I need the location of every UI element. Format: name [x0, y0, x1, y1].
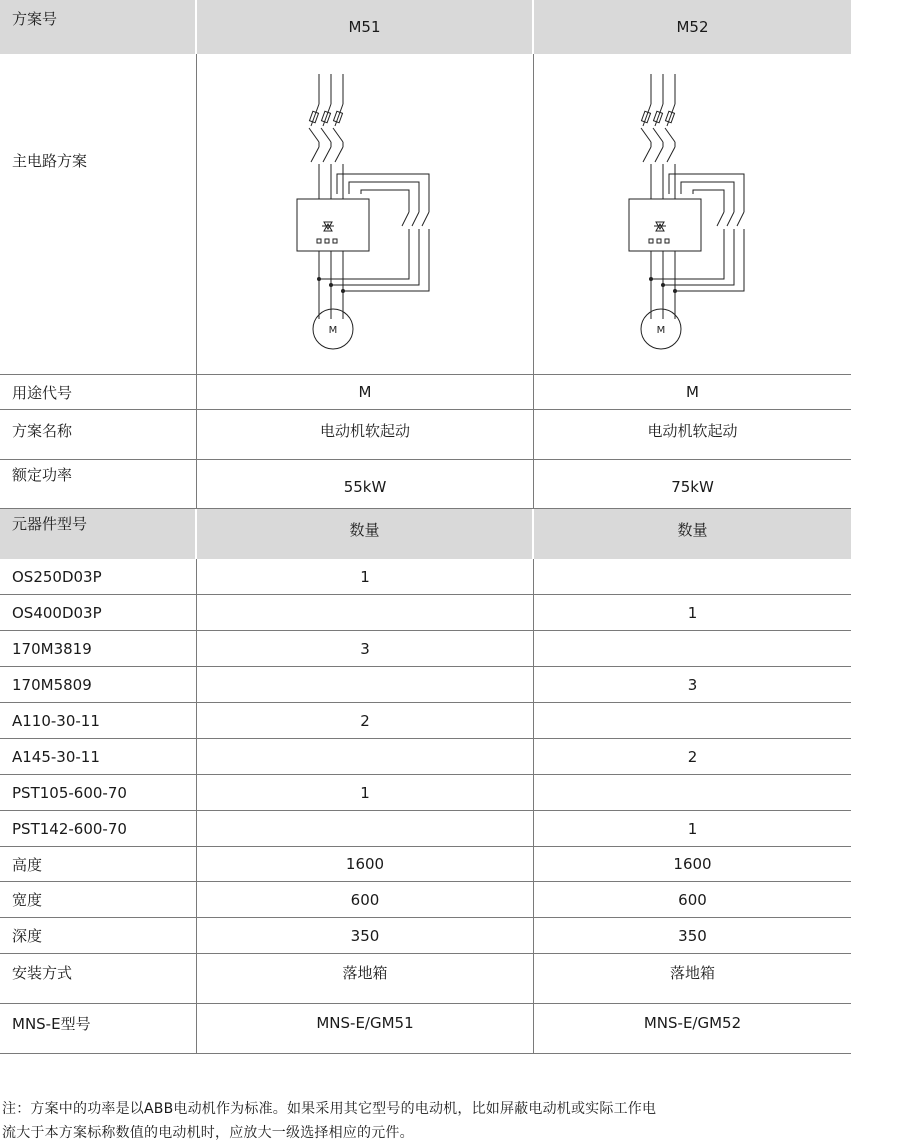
cell-a: 落地箱: [197, 954, 534, 1003]
qty-a: [197, 739, 534, 774]
qty-b: 3: [687, 675, 698, 694]
component-model: PST105-600-70: [0, 775, 197, 810]
cell-b: 1600: [673, 855, 712, 873]
scheme-b-title: M52: [676, 18, 709, 36]
qty-a: 2: [197, 703, 534, 738]
component-row: [0, 811, 851, 847]
circuit-row: [0, 54, 851, 375]
row-scheme-name: [0, 410, 851, 460]
component-model: A145-30-11: [0, 739, 197, 774]
motor-symbol-a: M: [328, 325, 338, 336]
row-mns-model: [0, 1004, 851, 1054]
qty-a: [197, 595, 534, 630]
qty-b: 2: [687, 747, 698, 766]
component-header-a: 数量: [197, 509, 534, 559]
row-label: MNS-E型号: [0, 1004, 197, 1053]
component-model: PST142-600-70: [0, 811, 197, 846]
row-mounting: [0, 954, 851, 1004]
row-label: 用途代号: [0, 375, 197, 409]
circuit-diagram-b: [534, 54, 851, 374]
footnote-line-1: 注：方案中的功率是以ABB电动机作为标准。如果采用其它型号的电动机，比如屏蔽电动机或实际工作电: [2, 1101, 657, 1117]
component-header-label: 元器件型号: [0, 509, 197, 559]
qty-a: [197, 811, 534, 846]
qty-b: [534, 775, 851, 810]
component-model: 170M5809: [0, 667, 197, 702]
qty-b: [534, 559, 851, 594]
qty-b: 1: [687, 819, 698, 838]
cell-b: 75kW: [671, 478, 714, 496]
component-model: OS250D03P: [0, 559, 197, 594]
qty-a: 1: [197, 775, 534, 810]
circuit-diagram-a: [197, 54, 534, 374]
cell-a: 55kW: [197, 460, 534, 508]
component-row: [0, 559, 851, 595]
cell-a: 电动机软起动: [197, 410, 534, 459]
row-label: 安装方式: [0, 954, 197, 1003]
circuit-row-label: 主电路方案: [0, 54, 197, 374]
row-label: 宽度: [0, 882, 197, 917]
footnote-line-2: 流大于本方案标称数值的电动机时，应放大一级选择相应的元件。: [2, 1125, 414, 1141]
row-width: [0, 882, 851, 918]
footnote: [2, 1097, 862, 1145]
qty-a: 1: [197, 559, 534, 594]
scheme-a-title: M51: [197, 0, 534, 54]
cell-a: 350: [197, 918, 534, 953]
cell-b: 350: [678, 926, 707, 945]
row-label: 高度: [0, 847, 197, 881]
cell-b: 落地箱: [669, 964, 715, 982]
cell-a: 600: [197, 882, 534, 917]
component-row: [0, 775, 851, 811]
component-row: [0, 667, 851, 703]
component-row: [0, 631, 851, 667]
header-label: 方案号: [0, 0, 197, 54]
motor-symbol-b: M: [656, 325, 666, 336]
qty-b: [534, 631, 851, 666]
component-row: [0, 739, 851, 775]
component-model: 170M3819: [0, 631, 197, 666]
row-label: 深度: [0, 918, 197, 953]
component-model: OS400D03P: [0, 595, 197, 630]
qty-b: 1: [687, 603, 698, 622]
component-row: [0, 595, 851, 631]
cell-b: 电动机软起动: [647, 422, 738, 440]
row-height: [0, 847, 851, 882]
row-label: 方案名称: [0, 410, 197, 459]
cell-a: MNS-E/GM51: [197, 1004, 534, 1053]
row-depth: [0, 918, 851, 954]
header-row: [0, 0, 851, 54]
cell-b: 600: [678, 890, 707, 909]
component-header-row: [0, 509, 851, 559]
cell-a: M: [197, 375, 534, 409]
cell-b: MNS-E/GM52: [643, 1014, 742, 1032]
cell-a: 1600: [197, 847, 534, 881]
qty-a: [197, 667, 534, 702]
row-label: 额定功率: [0, 460, 197, 508]
cell-b: M: [686, 383, 699, 401]
row-usage-code: [0, 375, 851, 410]
qty-b: [534, 703, 851, 738]
qty-a: 3: [197, 631, 534, 666]
component-header-b: 数量: [677, 521, 708, 539]
component-row: [0, 703, 851, 739]
component-model: A110-30-11: [0, 703, 197, 738]
row-rated-power: [0, 460, 851, 509]
